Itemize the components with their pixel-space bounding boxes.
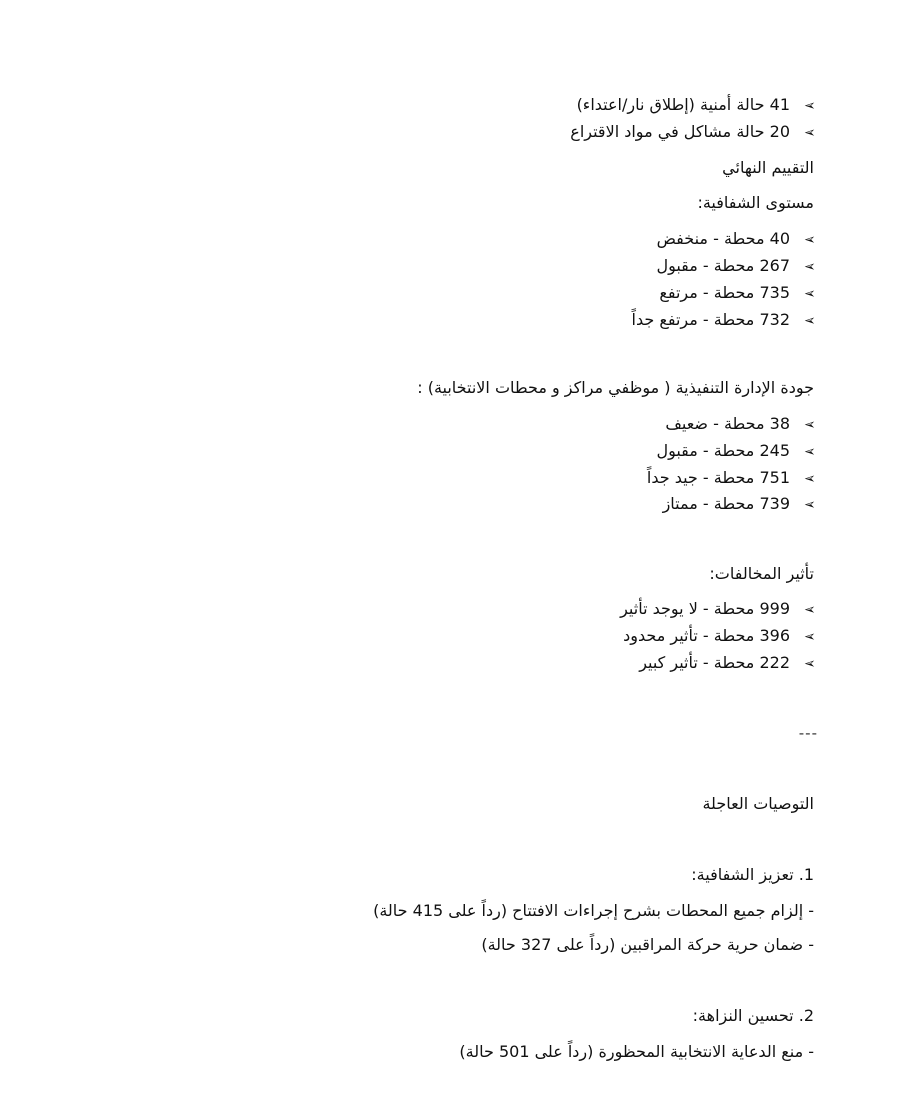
horizontal-separator: --- xyxy=(798,724,818,742)
arrow-bullet-icon: ➢ xyxy=(804,417,816,433)
list-item-text: 20 حالة مشاكل في مواد الاقتراع xyxy=(570,122,790,141)
list-item-text: 739 محطة - ممتاز xyxy=(662,494,790,513)
section-heading-final-evaluation: التقييم النهائي xyxy=(722,158,814,177)
transparency-title: مستوى الشفافية: xyxy=(697,193,814,212)
list-item xyxy=(656,440,816,463)
list-item-text: 396 محطة - تأثير محدود xyxy=(623,626,790,645)
arrow-bullet-icon: ➢ xyxy=(804,656,816,672)
arrow-bullet-icon: ➢ xyxy=(804,629,816,645)
recommendation-section-title: 1. تعزيز الشفافية: xyxy=(691,865,814,884)
list-item-text: 41 حالة أمنية (إطلاق نار/اعتداء) xyxy=(576,95,790,114)
list-item-text: 245 محطة - مقبول xyxy=(656,441,790,460)
list-item xyxy=(663,493,816,516)
list-item-text: 267 محطة - مقبول xyxy=(656,256,790,275)
management-title: جودة الإدارة التنفيذية ( موظفي مراكز و محطات الانتخابية) : xyxy=(417,378,814,397)
list-item xyxy=(577,94,816,117)
section-heading-recommendations: التوصيات العاجلة xyxy=(702,794,814,813)
recommendation-item: - إلزام جميع المحطات بشرح إجراءات الافتتاح (رداً على 415 حالة) xyxy=(373,901,814,920)
list-item-text: 732 محطة - مرتفع جداً xyxy=(631,310,790,329)
arrow-bullet-icon: ➢ xyxy=(804,444,816,460)
list-item xyxy=(570,121,816,144)
list-item-text: 751 محطة - جيد جداً xyxy=(646,468,790,487)
arrow-bullet-icon: ➢ xyxy=(804,602,816,618)
list-item xyxy=(632,309,816,332)
list-item-text: 222 محطة - تأثير كبير xyxy=(639,653,790,672)
list-item xyxy=(657,228,816,251)
arrow-bullet-icon: ➢ xyxy=(804,286,816,302)
list-item-text: 40 محطة - منخفض xyxy=(656,229,790,248)
list-item xyxy=(639,652,816,675)
arrow-bullet-icon: ➢ xyxy=(804,313,816,329)
recommendation-item: - منع الدعاية الانتخابية المحظورة (رداً على 501 حالة) xyxy=(459,1042,814,1061)
arrow-bullet-icon: ➢ xyxy=(804,259,816,275)
arrow-bullet-icon: ➢ xyxy=(804,471,816,487)
arrow-bullet-icon: ➢ xyxy=(804,497,816,513)
list-item xyxy=(620,598,816,621)
arrow-bullet-icon: ➢ xyxy=(804,98,816,114)
arrow-bullet-icon: ➢ xyxy=(804,125,816,141)
list-item xyxy=(659,282,816,305)
list-item-text: 38 محطة - ضعيف xyxy=(665,414,790,433)
list-item xyxy=(623,625,816,648)
list-item-text: 999 محطة - لا يوجد تأثير xyxy=(620,599,790,618)
recommendation-item: - ضمان حرية حركة المراقبين (رداً على 327 حالة) xyxy=(481,935,814,954)
arrow-bullet-icon: ➢ xyxy=(804,232,816,248)
violations-impact-title: تأثير المخالفات: xyxy=(709,564,814,583)
list-item xyxy=(665,413,816,436)
list-item-text: 735 محطة - مرتفع xyxy=(659,283,790,302)
list-item xyxy=(647,467,816,490)
list-item xyxy=(656,255,816,278)
recommendation-section-title: 2. تحسين النزاهة: xyxy=(692,1006,814,1025)
